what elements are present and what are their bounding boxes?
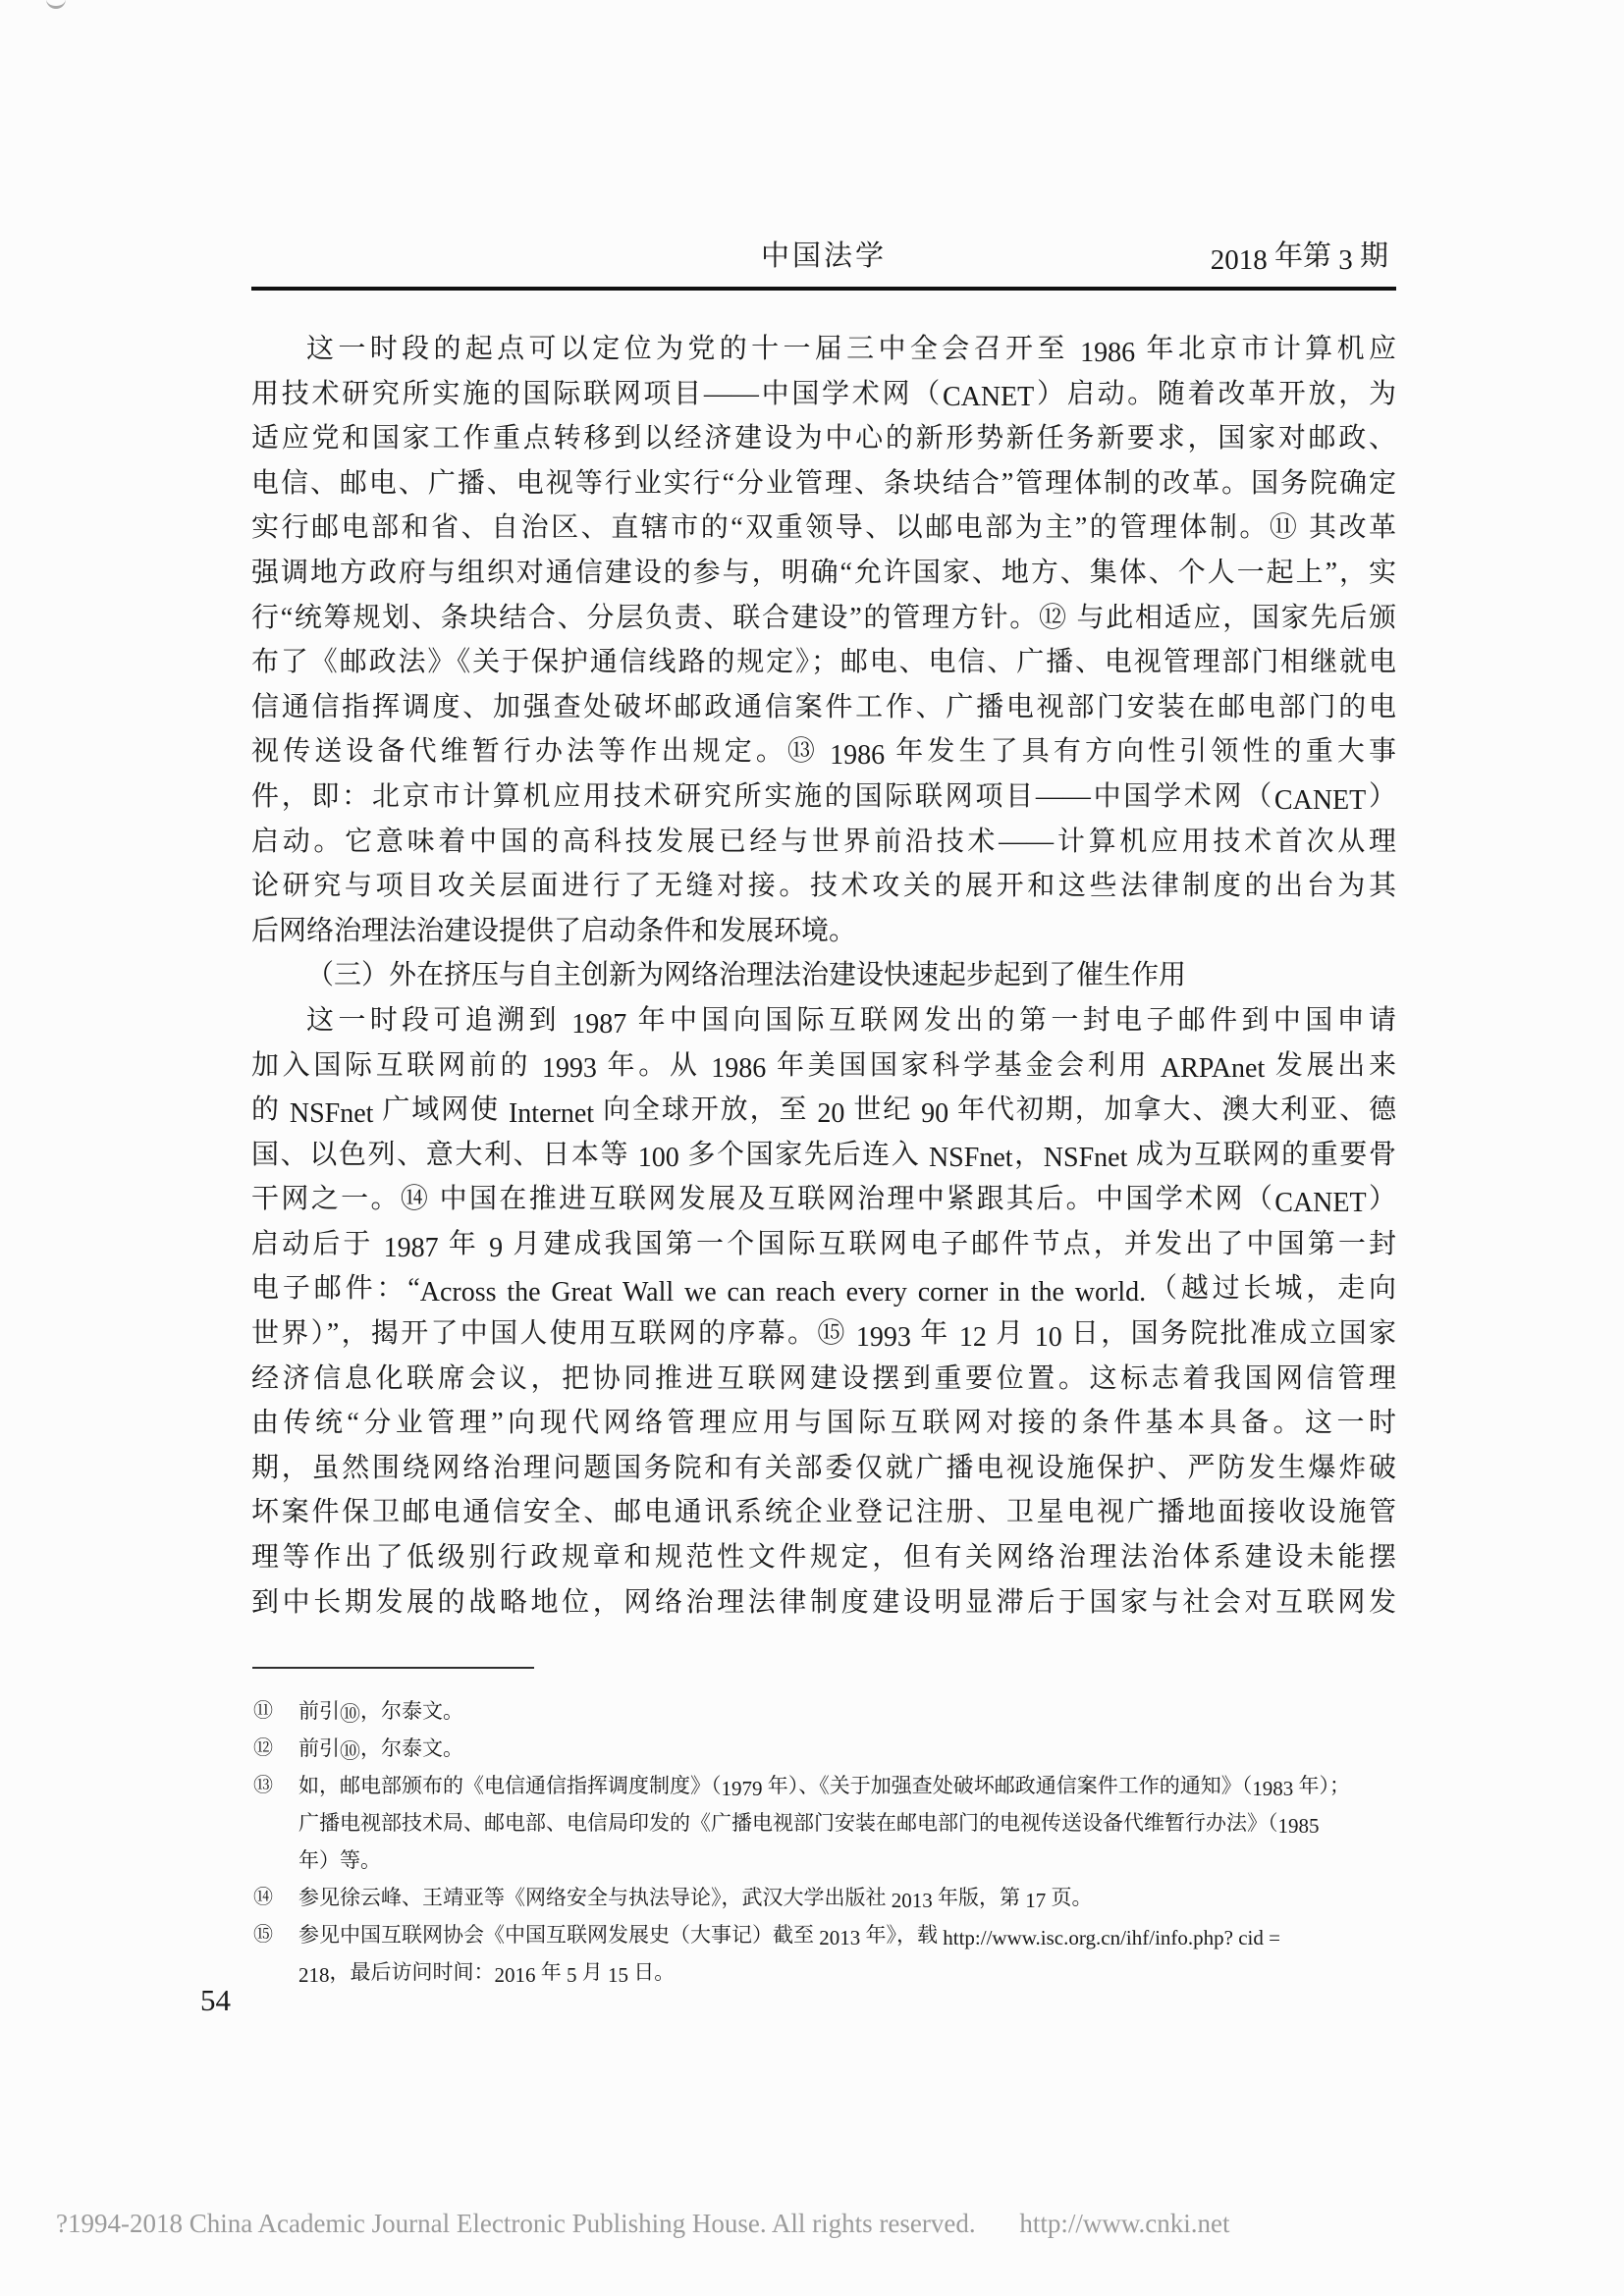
footnote-line: 广播电视部技术局、邮电部、电信局印发的《广播电视部门安装在邮电部门的电视传送设备代维暂行办法》（1985 (298, 1811, 1320, 1838)
body-line: 适应党和国家工作重点转移到以经济建设为中心的新形势新任务新要求，国家对邮政、 (251, 423, 1396, 454)
journal-title: 中国法学 (760, 240, 887, 272)
body-line: 论研究与项目攻关层面进行了无缝对接。技术攻关的展开和这些法律制度的出台为其 (251, 871, 1396, 902)
footnote-marker: ⑫ (253, 1737, 273, 1759)
copyright-text: ?1994-2018 China Academic Journal Electronic Publishing House. All rights reserved. (56, 2209, 976, 2238)
issue-label: 2018 年第 3 期 (1210, 240, 1388, 276)
footnote-line: 参见中国互联网协会《中国互联网发展史（大事记）截至 2013 年》，载 http://www.isc.org.cn/ihf/info.php? cid = (298, 1923, 1280, 1949)
body-line: 这一时段可追溯到 1987 年中国向国际互联网发出的第一封电子邮件到中国申请 (306, 1004, 1396, 1040)
body-line: 国、以色列、意大利、日本等 100 多个国家先后连入 NSFnet，NSFnet 成为互联网的重要骨 (251, 1139, 1396, 1174)
scan-footer (56, 2209, 1230, 2239)
page-header (251, 230, 1396, 275)
body-line: 启动。它意味着中国的高科技发展已经与世界前沿技术——计算机应用技术首次从理 (251, 826, 1396, 857)
footnote (253, 1879, 1418, 1916)
footnote (253, 1692, 1418, 1730)
footnote-text (298, 1879, 1418, 1916)
cnki-url: http://www.cnki.net (1019, 2209, 1230, 2238)
footnote-separator (252, 1667, 534, 1669)
body-line: 世界）”，揭开了中国人使用互联网的序幕。⑮ 1993 年 12 月 10 日，国务院批准成立国家 (251, 1318, 1396, 1353)
body-line: 启动后于 1987 年 9 月建成我国第一个国际互联网电子邮件节点，并发出了中国第一封 (251, 1228, 1397, 1263)
body-line: 电信、邮电、广播、电视等行业实行“分业管理、条块结合”管理体制的改革。国务院确定 (251, 467, 1396, 499)
footnote (253, 1916, 1418, 1991)
footnote-text (298, 1730, 1418, 1767)
body-line: 行“统筹规划、条块结合、分层负责、联合建设”的管理方针。⑫ 与此相适应，国家先后颁 (251, 602, 1397, 633)
body-line: 视传送设备代维暂行办法等作出规定。⑬ 1986 年发生了具有方向性引领性的重大事 (251, 736, 1396, 771)
footnote (253, 1730, 1418, 1767)
footnote-text (298, 1692, 1418, 1730)
body-line: 由传统“分业管理”向现代网络管理应用与国际互联网对接的条件基本具备。这一时 (251, 1408, 1396, 1439)
body-line: 件，即：北京市计算机应用技术研究所实施的国际联网项目——中国学术网（CANET） (251, 780, 1396, 816)
body-line: 坏案件保卫邮电通信安全、邮电通讯系统企业登记注册、卫星电视广播地面接收设施管 (251, 1497, 1396, 1528)
footnote-line: 前引⑩，尔泰文。 (298, 1699, 463, 1726)
body-line: 理等作出了低级别行政规章和规范性文件规定，但有关网络治理法治体系建设未能摆 (251, 1542, 1396, 1574)
footnote-marker: ⑮ (253, 1924, 273, 1946)
footnote-marker: ⑬ (253, 1775, 273, 1796)
footnote (253, 1767, 1418, 1879)
footnote-line: 年）等。 (298, 1848, 381, 1872)
footnote-marker: ⑪ (253, 1700, 273, 1722)
page-number: 54 (200, 1983, 231, 2017)
body-line: 用技术研究所实施的国际联网项目——中国学术网（CANET）启动。随着改革开放，为 (251, 378, 1396, 413)
article-body (251, 327, 1396, 1625)
footnote-line: 如，邮电部颁布的《电信通信指挥调度制度》（1979 年）、《关于加强查处破坏邮政通信案件工作的通知》（1983 年）； (298, 1774, 1350, 1800)
body-line: 电子邮件：“Across the Great Wall we can reach every corner in the world.（越过长城，走向 (251, 1273, 1396, 1308)
header-rule (251, 287, 1396, 291)
body-line: 的 NSFnet 广域网使 Internet 向全球开放，至 20 世纪 90 年代初期，加拿大、澳大利亚、德 (251, 1095, 1396, 1129)
footnote-line: 参见徐云峰、王靖亚等《网络安全与执法导论》，武汉大学出版社 2013 年版，第 17 页。 (298, 1886, 1093, 1912)
body-line: 实行邮电部和省、自治区、直辖市的“双重领导、以邮电部为主”的管理体制。⑪ 其改革 (251, 512, 1396, 544)
footnote-line: 前引⑩，尔泰文。 (298, 1736, 463, 1763)
body-line: 布了《邮政法》《关于保护通信线路的规定》；邮电、电信、广播、电视管理部门相继就电 (251, 647, 1396, 678)
section-heading: （三）外在挤压与自主创新为网络治理法治建设快速起步起到了催生作用 (306, 960, 1187, 991)
body-line: 加入国际互联网前的 1993 年。从 1986 年美国国家科学基金会利用 ARPAnet 发展出来 (251, 1049, 1396, 1085)
body-line: 信通信指挥调度、加强查处破坏邮政通信案件工作、广播电视部门安装在邮电部门的电 (251, 691, 1396, 722)
footnote-text (298, 1767, 1418, 1879)
body-line: 后网络治理法治建设提供了启动条件和发展环境。 (251, 915, 857, 946)
footnote-marker: ⑭ (253, 1887, 273, 1908)
body-line: 这一时段的起点可以定位为党的十一届三中全会召开至 1986 年北京市计算机应 (306, 334, 1396, 368)
footnotes (253, 1692, 1418, 1991)
footnote-line: 218，最后访问时间：2016 年 5 月 15 日。 (298, 1960, 676, 1987)
body-line: 强调地方政府与组织对通信建设的参与，明确“允许国家、地方、集体、个人一起上”，实 (251, 557, 1396, 588)
body-line: 经济信息化联席会议，把协同推进互联网建设摆到重要位置。这标志着我国网信管理 (251, 1362, 1396, 1394)
body-line: 到中长期发展的战略地位，网络治理法律制度建设明显滞后于国家与社会对互联网发 (251, 1586, 1396, 1618)
scan-artifact (46, 0, 66, 9)
footnote-text (298, 1916, 1418, 1991)
body-line: 干网之一。⑭ 中国在推进互联网发展及互联网治理中紧跟其后。中国学术网（CANET） (251, 1184, 1396, 1218)
body-line: 期，虽然围绕网络治理问题国务院和有关部委仅就广播电视设施保护、严防发生爆炸破 (251, 1452, 1396, 1483)
